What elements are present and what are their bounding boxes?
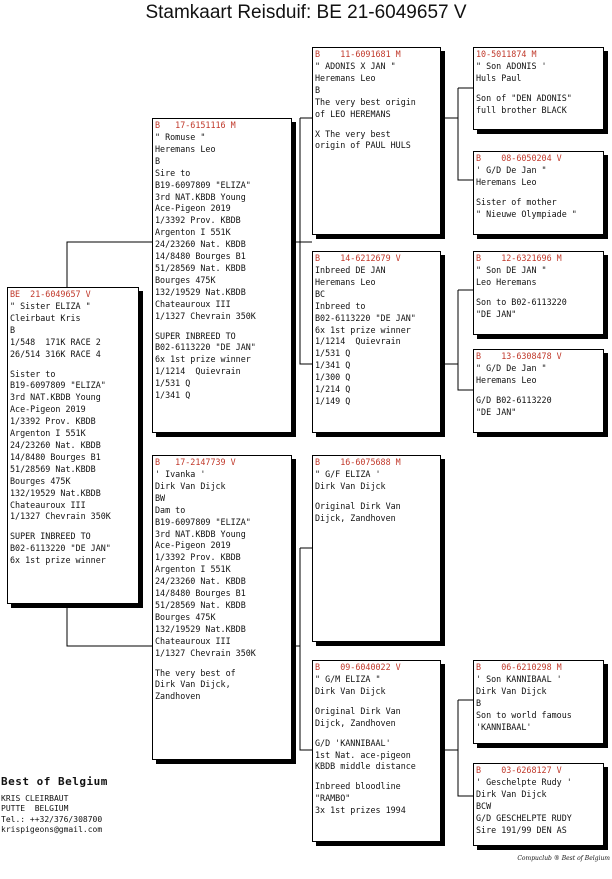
pedigree-line: G/D GESCHELPTE RUDY: [476, 812, 572, 823]
line-spacer: [155, 660, 289, 668]
connector-line: [458, 290, 473, 390]
pedigree-line: 1/1327 Chevrain 350K: [155, 310, 256, 321]
pedigree-line: " Sister ELIZA ": [10, 301, 91, 311]
card-lines: [315, 469, 438, 525]
ring-number: B 13-6308478 V: [476, 351, 562, 361]
ring-number: B 09-6040022 V: [315, 662, 401, 672]
pedigree-line: 3rd NAT.KBDB Young: [155, 528, 246, 539]
pedigree-card-dam-dam[interactable]: [312, 660, 441, 842]
pedigree-line: Bourges 475K: [155, 274, 216, 285]
pedigree-card-dds[interactable]: [473, 660, 604, 744]
pedigree-card-sire[interactable]: [152, 118, 292, 433]
line-spacer: [315, 493, 438, 501]
pedigree-line: " Romuse ": [155, 132, 206, 142]
pedigree-line: Sister to: [10, 368, 56, 379]
pedigree-line: SUPER INBREED TO: [10, 531, 91, 542]
pedigree-line: BCW: [476, 800, 492, 811]
ring-number: B 12-6321696 M: [476, 253, 562, 263]
connector-line: [458, 700, 473, 796]
ring-number: B 17-2147739 V: [155, 457, 236, 467]
breeder-email[interactable]: krispigeons@gmail.com: [1, 825, 103, 835]
pedigree-line: 1/149 Q: [315, 395, 351, 406]
pedigree-line: 'KANNIBAAL': [476, 721, 532, 732]
pedigree-line: Original Dirk Van: [315, 705, 401, 716]
pedigree-line: 51/28569 Nat.KBDB: [10, 463, 96, 474]
pedigree-line: B19-6097809 "ELIZA": [10, 380, 106, 391]
pedigree-line: Leo Heremans: [476, 276, 537, 287]
pedigree-card-ddd[interactable]: [473, 763, 604, 846]
pedigree-line: " Son ADONIS ': [476, 61, 547, 71]
pedigree-line: X The very best: [315, 128, 391, 139]
pedigree-line: 132/19529 Nat.KBDB: [10, 487, 101, 498]
card-lines: [315, 61, 438, 152]
ring-number: B 16-6075688 M: [315, 457, 401, 467]
pedigree-line: Original Dirk Van: [315, 500, 401, 511]
pedigree-card-sss[interactable]: [473, 47, 604, 130]
pedigree-line: 1/3392 Prov. KBDB: [155, 215, 241, 226]
pedigree-line: Dam to: [155, 504, 186, 515]
card-lines: [476, 777, 601, 837]
card-lines: [476, 265, 601, 321]
pedigree-line: B02-6113220 "DE JAN": [10, 543, 111, 554]
pedigree-line: Ace-Pigeon 2019: [10, 404, 86, 415]
pedigree-line: B: [10, 324, 16, 335]
pedigree-line: Argenton I 551K: [155, 227, 231, 238]
pedigree-line: B02-6113220 "DE JAN": [155, 342, 256, 353]
pedigree-line: Chateauroux III: [155, 635, 231, 646]
pedigree-line: 14/8480 Bourges B1: [155, 251, 246, 262]
pedigree-line: Heremans Leo: [476, 176, 537, 187]
pedigree-line: The very best of: [155, 667, 236, 678]
pedigree-line: BW: [155, 492, 166, 503]
pedigree-line: Dirk Van Dijck: [315, 480, 386, 491]
pedigree-line: KBDB middle distance: [315, 761, 416, 772]
connector-line: [458, 88, 473, 180]
pedigree-line: B19-6097809 "ELIZA": [155, 179, 251, 190]
breeder-brand: Best of Belgium: [1, 775, 108, 788]
ring-number: 10-5011874 M: [476, 49, 537, 59]
pedigree-line: 26/514 316K RACE 4: [10, 348, 101, 359]
pedigree-card-subject[interactable]: [7, 287, 139, 604]
page-title: Stamkaart Reisduif: BE 21-6049657 V: [145, 2, 467, 23]
pedigree-line: Heremans Leo: [315, 276, 376, 287]
pedigree-line: 24/23260 Nat. KBDB: [155, 239, 246, 250]
connector-line: [300, 548, 312, 750]
card-lines: [476, 61, 601, 117]
pedigree-line: Dijck, Zandhoven: [315, 717, 396, 728]
pedigree-card-dam-sire[interactable]: [312, 455, 441, 642]
pedigree-line: Chateauroux III: [155, 298, 231, 309]
card-lines: [155, 469, 289, 703]
pedigree-line: 51/28569 Nat. KBDB: [155, 599, 246, 610]
pedigree-line: Heremans Leo: [315, 72, 376, 83]
pedigree-card-sire-sire[interactable]: [312, 47, 441, 235]
pedigree-line: 1/3392 Prov. KBDB: [10, 416, 96, 427]
line-spacer: [476, 289, 601, 297]
line-spacer: [315, 773, 438, 781]
pedigree-line: " G/F ELIZA ': [315, 469, 381, 479]
pedigree-line: 14/8480 Bourges B1: [155, 588, 246, 599]
pedigree-line: Inbreed to: [315, 300, 366, 311]
pedigree-line: Inbreed bloodline: [315, 781, 401, 792]
pedigree-card-dam[interactable]: [152, 455, 292, 760]
ring-number: B 11-6091681 M: [315, 49, 401, 59]
pedigree-line: Son to B02-6113220: [476, 296, 567, 307]
pedigree-line: 14/8480 Bourges B1: [10, 451, 101, 462]
line-spacer: [315, 730, 438, 738]
pedigree-line: 1/1327 Chevrain 350K: [155, 647, 256, 658]
breeder-name: KRIS CLEIRBAUT: [1, 794, 69, 803]
pedigree-line: Son to world famous: [476, 709, 572, 720]
pedigree-line: Dirk Van Dijck,: [155, 679, 231, 690]
pedigree-line: Huls Paul: [476, 72, 522, 83]
pedigree-line: "DE JAN": [476, 406, 517, 417]
pedigree-line: 1/531 Q: [315, 348, 351, 359]
pedigree-line: 132/19529 Nat.KBDB: [155, 286, 246, 297]
ring-number: B 03-6268127 V: [476, 765, 562, 775]
ring-number: B 06-6210298 M: [476, 662, 562, 672]
pedigree-line: Son of "DEN ADONIS": [476, 92, 572, 103]
pedigree-line: Chateauroux III: [10, 499, 86, 510]
breeder-location: PUTTE BELGIUM: [1, 804, 69, 814]
pedigree-card-sdd[interactable]: [473, 349, 604, 433]
line-spacer: [476, 189, 601, 197]
breeder-phone[interactable]: Tel.: ++32/376/308700: [1, 814, 103, 824]
line-spacer: [155, 323, 289, 331]
pedigree-line: 3x 1st prizes 1994: [315, 805, 406, 816]
pedigree-line: Sire 191/99 DEN AS: [476, 824, 567, 835]
pedigree-line: 1st Nat. ace-pigeon: [315, 749, 411, 760]
ring-number: B 14-6212679 V: [315, 253, 401, 263]
pedigree-line: B: [155, 155, 161, 166]
card-lines: [155, 132, 289, 402]
pedigree-line: Inbreed DE JAN: [315, 265, 386, 275]
card-lines: [476, 363, 601, 419]
pedigree-line: Heremans Leo: [476, 374, 537, 385]
pedigree-line: Sister of mother: [476, 196, 557, 207]
pedigree-line: The very best origin: [315, 96, 416, 107]
pedigree-line: 6x 1st prize winner: [155, 354, 251, 365]
card-lines: [10, 301, 136, 567]
card-lines: [476, 674, 601, 734]
card-lines: [315, 265, 438, 408]
pedigree-line: B: [315, 84, 321, 95]
connector-line: [300, 118, 312, 364]
pedigree-line: B19-6097809 "ELIZA": [155, 516, 251, 527]
pedigree-line: " G/M ELIZA ": [315, 674, 381, 684]
breeder-info: [1, 775, 108, 836]
line-spacer: [476, 85, 601, 93]
line-spacer: [315, 698, 438, 706]
pedigree-line: Heremans Leo: [155, 143, 216, 154]
pedigree-line: " G/D De Jan ": [476, 363, 547, 373]
connector-line: [67, 604, 152, 646]
pedigree-card-ssd[interactable]: [473, 151, 604, 235]
pedigree-line: 1/300 Q: [315, 372, 351, 383]
pedigree-line: Argenton I 551K: [155, 564, 231, 575]
pedigree-line: 24/23260 Nat. KBDB: [10, 439, 101, 450]
pedigree-card-sire-dam[interactable]: [312, 251, 441, 433]
pedigree-line: Bourges 475K: [10, 475, 71, 486]
connector-line: [67, 242, 152, 287]
pedigree-line: "RAMBO": [315, 793, 351, 804]
pedigree-line: G/D 'KANNIBAAL': [315, 737, 391, 748]
pedigree-line: " ADONIS X JAN ": [315, 61, 396, 71]
pedigree-line: B02-6113220 "DE JAN": [315, 312, 416, 323]
ring-number: BE 21-6049657 V: [10, 289, 91, 299]
pedigree-line: of LEO HEREMANS: [315, 108, 391, 119]
pedigree-line: Bourges 475K: [155, 611, 216, 622]
pedigree-line: 51/28569 Nat. KBDB: [155, 262, 246, 273]
pedigree-card-sds[interactable]: [473, 251, 604, 335]
pedigree-line: 132/19529 Nat.KBDB: [155, 623, 246, 634]
pedigree-line: 1/1214 Quievrain: [155, 366, 241, 377]
pedigree-line: SUPER INBREED TO: [155, 330, 236, 341]
pedigree-line: 24/23260 Nat. KBDB: [155, 576, 246, 587]
pedigree-line: Dirk Van Dijck: [476, 685, 547, 696]
footer-credit: Compuclub ® Best of Belgium: [517, 855, 610, 862]
line-spacer: [315, 121, 438, 129]
pedigree-line: Argenton I 551K: [10, 428, 86, 439]
pedigree-line: Dirk Van Dijck: [476, 788, 547, 799]
line-spacer: [10, 523, 136, 531]
pedigree-line: "DE JAN": [476, 308, 517, 319]
pedigree-line: " Nieuwe Olympiade ": [476, 208, 577, 219]
pedigree-line: full brother BLACK: [476, 104, 567, 115]
pedigree-line: ' Geschelpte Rudy ': [476, 777, 572, 787]
pedigree-line: Zandhoven: [155, 691, 201, 702]
pedigree-line: 1/1327 Chevrain 350K: [10, 511, 111, 522]
ring-number: B 08-6050204 V: [476, 153, 562, 163]
line-spacer: [10, 361, 136, 369]
pedigree-line: ' Son KANNIBAAL ': [476, 674, 562, 684]
line-spacer: [476, 387, 601, 395]
pedigree-line: 1/214 Q: [315, 384, 351, 395]
pedigree-line: Sire to: [155, 167, 191, 178]
pedigree-line: 1/341 Q: [155, 390, 191, 401]
pedigree-line: 1/1214 Quievrain: [315, 336, 401, 347]
ring-number: B 17-6151116 M: [155, 120, 236, 130]
pedigree-line: Dirk Van Dijck: [155, 480, 226, 491]
card-lines: [476, 165, 601, 221]
pedigree-line: Ace-Pigeon 2019: [155, 203, 231, 214]
pedigree-line: Dijck, Zandhoven: [315, 512, 396, 523]
pedigree-line: Dirk Van Dijck: [315, 685, 386, 696]
pedigree-line: " Son DE JAN ": [476, 265, 547, 275]
pedigree-line: 6x 1st prize winner: [315, 324, 411, 335]
pedigree-line: G/D B02-6113220: [476, 394, 552, 405]
pedigree-line: 6x 1st prize winner: [10, 555, 106, 566]
pedigree-line: 1/3392 Prov. KBDB: [155, 552, 241, 563]
pedigree-line: origin of PAUL HULS: [315, 140, 411, 151]
pedigree-line: ' Ivanka ': [155, 469, 206, 479]
pedigree-line: 1/548 171K RACE 2: [10, 336, 101, 347]
pedigree-line: ' G/D De Jan ": [476, 165, 547, 175]
pedigree-line: 3rd NAT.KBDB Young: [155, 191, 246, 202]
pedigree-line: Ace-Pigeon 2019: [155, 540, 231, 551]
pedigree-line: B: [476, 697, 482, 708]
card-lines: [315, 674, 438, 817]
pedigree-line: 1/531 Q: [155, 378, 191, 389]
pedigree-line: 1/341 Q: [315, 360, 351, 371]
pedigree-line: BC: [315, 288, 326, 299]
pedigree-line: 3rd NAT.KBDB Young: [10, 392, 101, 403]
pedigree-line: Cleirbaut Kris: [10, 312, 81, 323]
